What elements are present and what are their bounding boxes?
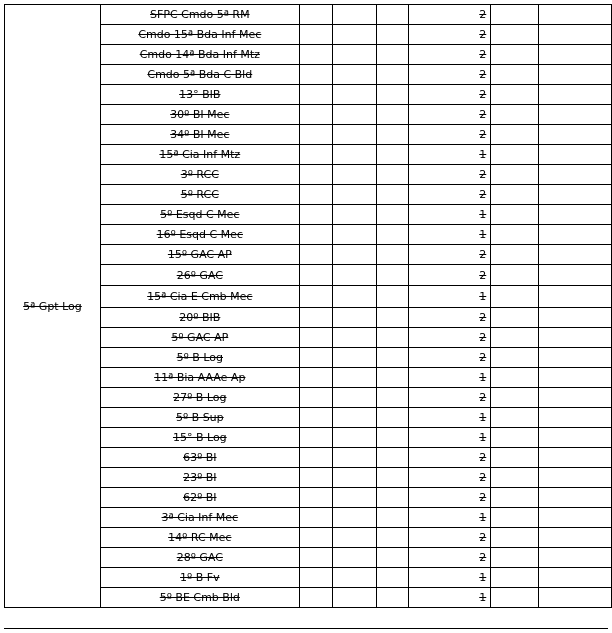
quantity-value: 2 <box>479 88 487 101</box>
empty-cell <box>376 265 409 286</box>
unit-cell <box>100 528 299 548</box>
unit-cell <box>100 508 299 528</box>
empty-cell <box>376 588 409 608</box>
quantity-cell <box>409 125 491 145</box>
empty-cell <box>299 165 332 185</box>
empty-cell <box>299 508 332 528</box>
empty-cell <box>491 448 539 468</box>
empty-cell <box>299 105 332 125</box>
unit-name: 11ª Bia AAAe Ap <box>154 371 246 384</box>
empty-cell <box>376 225 409 245</box>
quantity-value: 2 <box>479 451 487 464</box>
empty-cell <box>332 45 376 65</box>
empty-cell <box>299 568 332 588</box>
empty-cell <box>299 428 332 448</box>
empty-cell <box>539 348 612 368</box>
quantity-cell <box>409 428 491 448</box>
empty-cell <box>376 548 409 568</box>
unit-name: SFPC Cmdo 5ª RM <box>150 8 250 21</box>
empty-cell <box>332 588 376 608</box>
empty-cell <box>491 468 539 488</box>
quantity-cell <box>409 388 491 408</box>
empty-cell <box>491 286 539 308</box>
quantity-value: 1 <box>479 591 487 604</box>
empty-cell <box>491 428 539 448</box>
empty-cell <box>299 45 332 65</box>
unit-cell <box>100 145 299 165</box>
unit-cell <box>100 468 299 488</box>
quantity-value: 1 <box>479 290 487 303</box>
empty-cell <box>491 568 539 588</box>
unit-name: 63º BI <box>183 451 217 464</box>
table-row <box>5 5 612 25</box>
unit-cell <box>100 165 299 185</box>
empty-cell <box>376 328 409 348</box>
empty-cell <box>376 448 409 468</box>
empty-cell <box>299 368 332 388</box>
quantity-cell <box>409 65 491 85</box>
bottom-border <box>4 628 608 629</box>
empty-cell <box>491 588 539 608</box>
quantity-cell <box>409 185 491 205</box>
quantity-cell <box>409 105 491 125</box>
quantity-cell <box>409 45 491 65</box>
unit-cell <box>100 286 299 308</box>
empty-cell <box>332 428 376 448</box>
unit-name: Cmdo 14ª Bda Inf Mtz <box>139 48 260 61</box>
empty-cell <box>332 265 376 286</box>
empty-cell <box>332 125 376 145</box>
unit-name: 5º B Log <box>176 351 223 364</box>
unit-name: 26º GAC <box>176 268 223 282</box>
empty-cell <box>376 165 409 185</box>
unit-name: 28º GAC <box>176 551 223 564</box>
empty-cell <box>491 548 539 568</box>
quantity-cell <box>409 308 491 328</box>
empty-cell <box>491 45 539 65</box>
empty-cell <box>376 428 409 448</box>
empty-cell <box>491 328 539 348</box>
empty-cell <box>299 225 332 245</box>
quantity-value: 2 <box>479 48 487 61</box>
empty-cell <box>332 165 376 185</box>
empty-cell <box>299 245 332 265</box>
unit-cell <box>100 265 299 286</box>
empty-cell <box>491 25 539 45</box>
unit-cell <box>100 488 299 508</box>
empty-cell <box>299 286 332 308</box>
quantity-cell <box>409 286 491 308</box>
empty-cell <box>491 225 539 245</box>
empty-cell <box>539 205 612 225</box>
empty-cell <box>539 165 612 185</box>
unit-cell <box>100 65 299 85</box>
empty-cell <box>376 468 409 488</box>
quantity-value: 2 <box>479 491 487 504</box>
quantity-cell <box>409 448 491 468</box>
empty-cell <box>376 185 409 205</box>
empty-cell <box>376 145 409 165</box>
quantity-cell <box>409 145 491 165</box>
quantity-cell <box>409 468 491 488</box>
quantity-value: 1 <box>479 431 487 444</box>
empty-cell <box>376 125 409 145</box>
empty-cell <box>491 368 539 388</box>
quantity-value: 1 <box>479 208 487 221</box>
empty-cell <box>299 25 332 45</box>
quantity-cell <box>409 548 491 568</box>
quantity-value: 1 <box>479 511 487 524</box>
quantity-cell <box>409 348 491 368</box>
unit-name: Cmdo 5ª Bda C Bld <box>147 68 253 81</box>
unit-cell <box>100 105 299 125</box>
empty-cell <box>539 225 612 245</box>
quantity-cell <box>409 508 491 528</box>
empty-cell <box>539 548 612 568</box>
empty-cell <box>376 508 409 528</box>
unit-name: 15º GAC AP <box>167 248 232 261</box>
empty-cell <box>299 328 332 348</box>
empty-cell <box>376 45 409 65</box>
quantity-cell <box>409 568 491 588</box>
quantity-value: 2 <box>479 331 487 344</box>
unit-cell <box>100 5 299 25</box>
unit-cell <box>100 548 299 568</box>
empty-cell <box>539 45 612 65</box>
empty-cell <box>332 468 376 488</box>
unit-name: 34º BI Mec <box>170 128 230 141</box>
unit-name: 15ª Cia E Cmb Mec <box>147 290 253 303</box>
unit-name: 1º B Fv <box>180 571 220 584</box>
unit-name: 5º BE Cmb Bld <box>159 591 240 604</box>
empty-cell <box>299 145 332 165</box>
empty-cell <box>539 508 612 528</box>
empty-cell <box>299 205 332 225</box>
unit-cell <box>100 225 299 245</box>
empty-cell <box>491 85 539 105</box>
quantity-value: 1 <box>479 571 487 584</box>
quantity-value: 2 <box>479 128 487 141</box>
empty-cell <box>491 408 539 428</box>
empty-cell <box>299 65 332 85</box>
empty-cell <box>376 65 409 85</box>
unit-cell <box>100 45 299 65</box>
empty-cell <box>539 528 612 548</box>
empty-cell <box>376 308 409 328</box>
quantity-value: 2 <box>479 351 487 364</box>
empty-cell <box>539 408 612 428</box>
empty-cell <box>376 388 409 408</box>
empty-cell <box>332 488 376 508</box>
empty-cell <box>491 508 539 528</box>
unit-cell <box>100 125 299 145</box>
empty-cell <box>332 25 376 45</box>
empty-cell <box>491 185 539 205</box>
empty-cell <box>376 5 409 25</box>
quantity-value: 2 <box>479 108 487 121</box>
quantity-value: 1 <box>479 228 487 241</box>
empty-cell <box>491 265 539 286</box>
group-cell <box>5 5 101 608</box>
empty-cell <box>332 225 376 245</box>
empty-cell <box>491 165 539 185</box>
empty-cell <box>539 5 612 25</box>
empty-cell <box>332 185 376 205</box>
empty-cell <box>299 408 332 428</box>
empty-cell <box>332 548 376 568</box>
unit-cell <box>100 348 299 368</box>
unit-name: 13° BIB <box>179 88 221 101</box>
empty-cell <box>332 328 376 348</box>
empty-cell <box>376 368 409 388</box>
empty-cell <box>491 205 539 225</box>
unit-name: 5º GAC AP <box>171 331 229 344</box>
empty-cell <box>491 488 539 508</box>
quantity-cell <box>409 528 491 548</box>
empty-cell <box>539 388 612 408</box>
empty-cell <box>539 308 612 328</box>
empty-cell <box>491 105 539 125</box>
empty-cell <box>299 468 332 488</box>
unit-cell <box>100 85 299 105</box>
quantity-value: 2 <box>479 551 487 564</box>
empty-cell <box>332 5 376 25</box>
unit-name: 3ª Cia Inf Mec <box>161 511 239 524</box>
unit-name: 3º RCC <box>180 168 219 181</box>
unit-name: 5º B Sup <box>175 411 224 424</box>
quantity-cell <box>409 25 491 45</box>
empty-cell <box>491 245 539 265</box>
empty-cell <box>299 5 332 25</box>
quantity-cell <box>409 408 491 428</box>
empty-cell <box>491 308 539 328</box>
empty-cell <box>332 145 376 165</box>
empty-cell <box>299 125 332 145</box>
quantity-cell <box>409 225 491 245</box>
empty-cell <box>539 588 612 608</box>
unit-cell <box>100 428 299 448</box>
unit-name: 20º BIB <box>179 311 221 324</box>
empty-cell <box>539 265 612 286</box>
empty-cell <box>539 568 612 588</box>
quantity-cell <box>409 488 491 508</box>
empty-cell <box>332 85 376 105</box>
empty-cell <box>376 205 409 225</box>
empty-cell <box>299 548 332 568</box>
unit-name: 16º Esqd C Mec <box>156 228 243 241</box>
empty-cell <box>539 448 612 468</box>
empty-cell <box>376 488 409 508</box>
empty-cell <box>299 388 332 408</box>
empty-cell <box>299 488 332 508</box>
empty-cell <box>539 368 612 388</box>
unit-cell <box>100 388 299 408</box>
empty-cell <box>332 205 376 225</box>
unit-name: 14º RC Mec <box>168 531 232 544</box>
empty-cell <box>491 528 539 548</box>
unit-name: 15° B Log <box>172 431 227 444</box>
empty-cell <box>539 428 612 448</box>
group-label: 5ª Gpt Log <box>23 299 82 313</box>
quantity-cell <box>409 205 491 225</box>
empty-cell <box>491 5 539 25</box>
unit-cell <box>100 25 299 45</box>
unit-cell <box>100 308 299 328</box>
empty-cell <box>332 348 376 368</box>
empty-cell <box>539 145 612 165</box>
empty-cell <box>332 388 376 408</box>
unit-name: 30º BI Mec <box>170 108 230 121</box>
quantity-cell <box>409 265 491 286</box>
empty-cell <box>539 65 612 85</box>
empty-cell <box>299 185 332 205</box>
empty-cell <box>299 265 332 286</box>
unit-cell <box>100 185 299 205</box>
quantity-cell <box>409 588 491 608</box>
unit-cell <box>100 245 299 265</box>
empty-cell <box>376 245 409 265</box>
quantity-value: 2 <box>479 68 487 81</box>
quantity-value: 2 <box>479 168 487 181</box>
empty-cell <box>376 408 409 428</box>
unit-name: 62º BI <box>183 491 217 504</box>
unit-cell <box>100 408 299 428</box>
empty-cell <box>376 105 409 125</box>
quantity-cell <box>409 245 491 265</box>
quantity-value: 2 <box>479 8 487 21</box>
empty-cell <box>299 588 332 608</box>
quantity-value: 2 <box>479 311 487 324</box>
quantity-cell <box>409 165 491 185</box>
empty-cell <box>491 125 539 145</box>
empty-cell <box>332 308 376 328</box>
empty-cell <box>539 85 612 105</box>
empty-cell <box>376 528 409 548</box>
unit-name: 5º Esqd C Mec <box>160 208 240 221</box>
empty-cell <box>299 528 332 548</box>
empty-cell <box>539 185 612 205</box>
empty-cell <box>299 448 332 468</box>
empty-cell <box>332 528 376 548</box>
empty-cell <box>376 85 409 105</box>
empty-cell <box>539 286 612 308</box>
unit-cell <box>100 568 299 588</box>
quantity-cell <box>409 368 491 388</box>
quantity-value: 1 <box>479 411 487 424</box>
quantity-value: 1 <box>479 148 487 161</box>
unit-name: Cmdo 15ª Bda Inf Mec <box>138 28 262 41</box>
empty-cell <box>299 308 332 328</box>
unit-name: 5º RCC <box>180 188 219 201</box>
empty-cell <box>491 348 539 368</box>
unit-cell <box>100 588 299 608</box>
quantity-cell <box>409 5 491 25</box>
empty-cell <box>332 286 376 308</box>
quantity-value: 2 <box>479 391 487 404</box>
allocation-table <box>4 4 612 608</box>
empty-cell <box>332 105 376 125</box>
empty-cell <box>539 468 612 488</box>
empty-cell <box>539 328 612 348</box>
empty-cell <box>491 145 539 165</box>
empty-cell <box>332 568 376 588</box>
unit-name: 27º B Log <box>173 391 227 404</box>
empty-cell <box>299 85 332 105</box>
quantity-cell <box>409 85 491 105</box>
quantity-value: 2 <box>479 28 487 41</box>
quantity-cell <box>409 328 491 348</box>
empty-cell <box>539 25 612 45</box>
unit-name: 23º BI <box>183 471 217 484</box>
quantity-value: 2 <box>479 471 487 484</box>
quantity-value: 1 <box>479 371 487 384</box>
empty-cell <box>332 368 376 388</box>
unit-name: 15ª Cia Inf Mtz <box>159 148 241 161</box>
empty-cell <box>539 105 612 125</box>
unit-cell <box>100 368 299 388</box>
empty-cell <box>376 348 409 368</box>
empty-cell <box>491 65 539 85</box>
quantity-value: 2 <box>479 248 487 261</box>
quantity-value: 2 <box>479 188 487 201</box>
empty-cell <box>332 408 376 428</box>
empty-cell <box>332 245 376 265</box>
empty-cell <box>539 125 612 145</box>
empty-cell <box>539 245 612 265</box>
empty-cell <box>332 508 376 528</box>
quantity-value: 2 <box>479 531 487 544</box>
unit-cell <box>100 448 299 468</box>
empty-cell <box>299 348 332 368</box>
unit-cell <box>100 328 299 348</box>
empty-cell <box>491 388 539 408</box>
empty-cell <box>332 448 376 468</box>
quantity-value: 2 <box>479 268 487 282</box>
empty-cell <box>376 286 409 308</box>
empty-cell <box>376 25 409 45</box>
unit-cell <box>100 205 299 225</box>
empty-cell <box>376 568 409 588</box>
empty-cell <box>332 65 376 85</box>
empty-cell <box>539 488 612 508</box>
